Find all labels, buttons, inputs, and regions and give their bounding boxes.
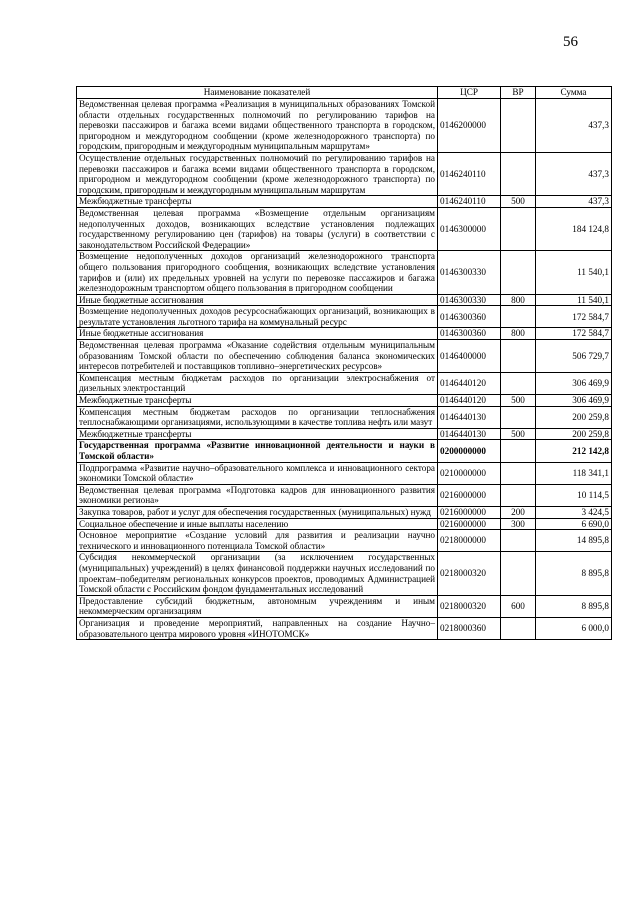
cell-name: Ведомственная целевая программа «Возмещение отдельным организациям недополученных доходов, возникающих вследствие установления подлежащих государственному регулированию цен (тарифов) на товары (услуги) в соответствии с законодательством Российской Федерации» bbox=[77, 207, 438, 250]
cell-csr: 0218000000 bbox=[438, 530, 501, 552]
cell-csr: 0146300330 bbox=[438, 251, 501, 294]
table-row bbox=[77, 395, 612, 407]
cell-csr: 0146400000 bbox=[438, 340, 501, 373]
header-sum: Сумма bbox=[536, 87, 612, 99]
cell-vr: 500 bbox=[501, 196, 536, 208]
cell-sum: 6 690,0 bbox=[536, 518, 612, 530]
page-number: 56 bbox=[563, 34, 578, 50]
table-row bbox=[77, 595, 612, 617]
cell-csr: 0200000000 bbox=[438, 440, 501, 462]
cell-vr bbox=[501, 462, 536, 484]
cell-csr: 0146300360 bbox=[438, 328, 501, 340]
cell-csr: 0216000000 bbox=[438, 518, 501, 530]
cell-name: Межбюджетные трансферты bbox=[77, 196, 438, 208]
header-name: Наименование показателей bbox=[77, 87, 438, 99]
cell-sum: 8 895,8 bbox=[536, 595, 612, 617]
cell-name: Компенсация местным бюджетам расходов по организации теплоснабжения теплоснабжающими организациями, использующими в качестве топлива нефть или мазут bbox=[77, 406, 438, 428]
cell-sum: 437,3 bbox=[536, 152, 612, 195]
cell-sum: 14 895,8 bbox=[536, 530, 612, 552]
cell-vr: 300 bbox=[501, 518, 536, 530]
header-csr: ЦСР bbox=[438, 87, 501, 99]
cell-vr: 800 bbox=[501, 294, 536, 306]
cell-vr bbox=[501, 552, 536, 595]
table-row bbox=[77, 207, 612, 250]
cell-name: Государственная программа «Развитие инновационной деятельности и науки в Томской области» bbox=[77, 440, 438, 462]
table-row bbox=[77, 99, 612, 153]
cell-csr: 0146300000 bbox=[438, 207, 501, 250]
cell-name: Субсидия некоммерческой организации (за исключением государственных (муниципальных) учреждений) в целях финансовой поддержки научных исследований по проектам–победителям региональных конкурсов проектов, проводимых Администрацией Томской области с Российским фондом фундаментальных исследований bbox=[77, 552, 438, 595]
cell-csr: 0216000000 bbox=[438, 484, 501, 506]
cell-csr: 0146440120 bbox=[438, 372, 501, 394]
table-body bbox=[77, 99, 612, 640]
cell-vr bbox=[501, 207, 536, 250]
cell-vr: 500 bbox=[501, 395, 536, 407]
cell-csr: 0210000000 bbox=[438, 462, 501, 484]
cell-vr bbox=[501, 251, 536, 294]
table-row bbox=[77, 462, 612, 484]
cell-csr: 0146440130 bbox=[438, 406, 501, 428]
table-row bbox=[77, 518, 612, 530]
cell-name: Иные бюджетные ассигнования bbox=[77, 294, 438, 306]
cell-sum: 184 124,8 bbox=[536, 207, 612, 250]
cell-sum: 172 584,7 bbox=[536, 328, 612, 340]
cell-sum: 6 000,0 bbox=[536, 617, 612, 639]
cell-csr: 0146200000 bbox=[438, 99, 501, 153]
cell-name: Ведомственная целевая программа «Оказание содействия отдельным муниципальным образованиям Томской области по обеспечению соблюдения баланса экономических интересов потребителей и поставщиков топливно–энергетических ресурсов» bbox=[77, 340, 438, 373]
cell-vr bbox=[501, 440, 536, 462]
cell-name: Иные бюджетные ассигнования bbox=[77, 328, 438, 340]
cell-name: Организация и проведение мероприятий, направленных на создание Научно–образовательного центра мирового уровня «ИНОТОМСК» bbox=[77, 617, 438, 639]
table-row bbox=[77, 506, 612, 518]
cell-name: Компенсация местным бюджетам расходов по организации электроснабжения от дизельных электростанций bbox=[77, 372, 438, 394]
table-row bbox=[77, 428, 612, 440]
cell-vr bbox=[501, 617, 536, 639]
header-vr: ВР bbox=[501, 87, 536, 99]
cell-vr: 800 bbox=[501, 328, 536, 340]
cell-name: Закупка товаров, работ и услуг для обеспечения государственных (муниципальных) нужд bbox=[77, 506, 438, 518]
cell-name: Межбюджетные трансферты bbox=[77, 395, 438, 407]
cell-name: Возмещение недополученных доходов ресурсоснабжающих организаций, возникающих в результате установления льготного тарифа на коммунальный ресурс bbox=[77, 306, 438, 328]
cell-vr bbox=[501, 99, 536, 153]
cell-sum: 11 540,1 bbox=[536, 294, 612, 306]
cell-csr: 0218000360 bbox=[438, 617, 501, 639]
cell-vr: 200 bbox=[501, 506, 536, 518]
table-row bbox=[77, 152, 612, 195]
table-header-row bbox=[77, 87, 612, 99]
cell-name: Межбюджетные трансферты bbox=[77, 428, 438, 440]
cell-sum: 200 259,8 bbox=[536, 406, 612, 428]
table-row bbox=[77, 340, 612, 373]
cell-csr: 0146440130 bbox=[438, 428, 501, 440]
cell-sum: 306 469,9 bbox=[536, 395, 612, 407]
table-row bbox=[77, 552, 612, 595]
table-row bbox=[77, 372, 612, 394]
table-row bbox=[77, 294, 612, 306]
cell-name: Осуществление отдельных государственных полномочий по регулированию тарифов на перевозки пассажиров и багажа всеми видами общественного транспорта в городском, пригородном и междугородном сообщении (кроме железнодорожного транспорта) по городским, пригородным и междугородным муниципальным маршрутам bbox=[77, 152, 438, 195]
table-row bbox=[77, 617, 612, 639]
table-row bbox=[77, 251, 612, 294]
table-row bbox=[77, 406, 612, 428]
cell-name: Возмещение недополученных доходов организаций железнодорожного транспорта общего пользования пригородного сообщения, возникающих вследствие установления тарифов и (или) их предельных уровней на услуги по перевозке пассажиров и багажа железнодорожным транспортом общего пользования в пригородном сообщении bbox=[77, 251, 438, 294]
cell-vr bbox=[501, 530, 536, 552]
cell-csr: 0146300360 bbox=[438, 306, 501, 328]
cell-name: Социальное обеспечение и иные выплаты населению bbox=[77, 518, 438, 530]
cell-sum: 506 729,7 bbox=[536, 340, 612, 373]
table-row bbox=[77, 484, 612, 506]
cell-csr: 0216000000 bbox=[438, 506, 501, 518]
cell-sum: 3 424,5 bbox=[536, 506, 612, 518]
cell-csr: 0146240110 bbox=[438, 196, 501, 208]
cell-vr bbox=[501, 152, 536, 195]
cell-sum: 437,3 bbox=[536, 196, 612, 208]
cell-sum: 437,3 bbox=[536, 99, 612, 153]
cell-sum: 11 540,1 bbox=[536, 251, 612, 294]
cell-sum: 118 341,1 bbox=[536, 462, 612, 484]
cell-vr bbox=[501, 406, 536, 428]
cell-sum: 200 259,8 bbox=[536, 428, 612, 440]
cell-csr: 0218000320 bbox=[438, 552, 501, 595]
cell-csr: 0146240110 bbox=[438, 152, 501, 195]
cell-name: Подпрограмма «Развитие научно–образовательного комплекса и инновационного сектора экономики Томской области» bbox=[77, 462, 438, 484]
cell-vr: 500 bbox=[501, 428, 536, 440]
cell-vr bbox=[501, 306, 536, 328]
cell-sum: 212 142,8 bbox=[536, 440, 612, 462]
cell-sum: 10 114,5 bbox=[536, 484, 612, 506]
cell-name: Ведомственная целевая программа «Реализация в муниципальных образованиях Томской области отдельных государственных полномочий по регулированию тарифов на перевозки пассажиров и багажа всеми видами общественного транспорта в городском, пригородном и междугородном сообщении (кроме железнодорожного транспорта) по городским, пригородным и междугородным муниципальным маршрутам» bbox=[77, 99, 438, 153]
cell-sum: 172 584,7 bbox=[536, 306, 612, 328]
cell-csr: 0218000320 bbox=[438, 595, 501, 617]
table-row bbox=[77, 328, 612, 340]
cell-vr bbox=[501, 340, 536, 373]
cell-csr: 0146300330 bbox=[438, 294, 501, 306]
table-row bbox=[77, 196, 612, 208]
cell-sum: 306 469,9 bbox=[536, 372, 612, 394]
cell-name: Предоставление субсидий бюджетным, автономным учреждениям и иным некоммерческим организациям bbox=[77, 595, 438, 617]
table-row bbox=[77, 530, 612, 552]
cell-csr: 0146440120 bbox=[438, 395, 501, 407]
cell-name: Ведомственная целевая программа «Подготовка кадров для инновационного развития экономики региона» bbox=[77, 484, 438, 506]
cell-name: Основное мероприятие «Создание условий для развития и реализации научно технического и инновационного потенциала Томской области» bbox=[77, 530, 438, 552]
cell-vr bbox=[501, 372, 536, 394]
cell-sum: 8 895,8 bbox=[536, 552, 612, 595]
cell-vr bbox=[501, 484, 536, 506]
table-row bbox=[77, 440, 612, 462]
cell-vr: 600 bbox=[501, 595, 536, 617]
table-row bbox=[77, 306, 612, 328]
budget-table bbox=[76, 86, 612, 640]
